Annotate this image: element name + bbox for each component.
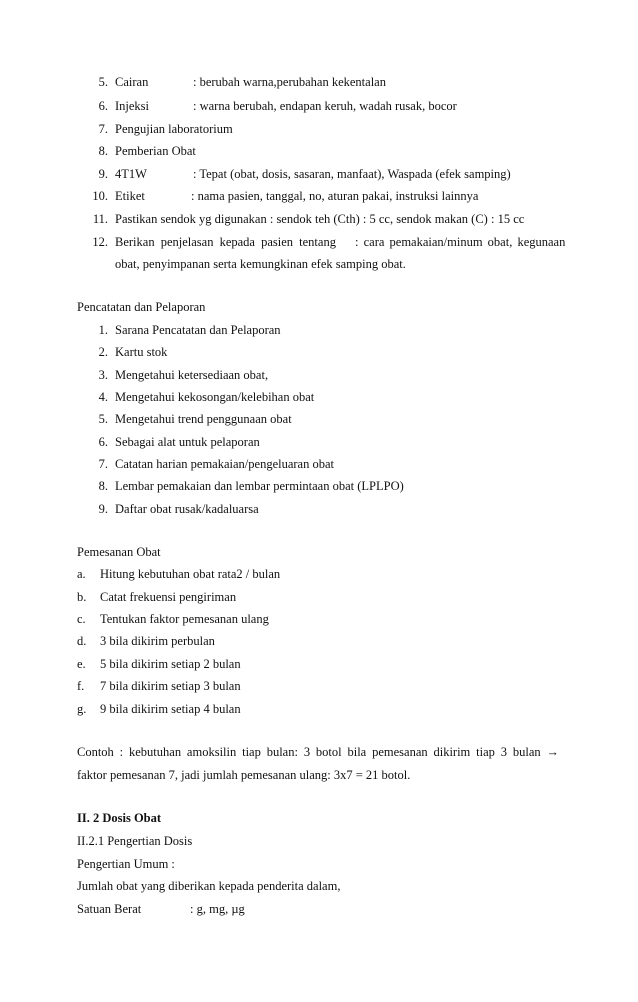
list-item-label: Berikan penjelasan kepada pasien tentang <box>115 235 336 249</box>
list-item-label: 4T1W <box>115 167 147 181</box>
list-number: 8. <box>98 479 108 493</box>
list-item-label: Cairan <box>115 75 149 89</box>
list-item-label: Injeksi <box>115 99 150 113</box>
list-letter: d. <box>77 634 87 648</box>
list-letter: e. <box>77 657 86 671</box>
list-number: 7. <box>98 122 108 136</box>
list-number: 9. <box>98 502 108 516</box>
section-title: Pencatatan dan Pelaporan <box>77 300 206 314</box>
satuan-value: : g, mg, µg <box>190 902 245 916</box>
example-text: faktor pemesanan 7, jadi jumlah pemesanan ulang: 3x7 = 21 botol. <box>77 768 411 782</box>
list-item: 9 bila dikirim setiap 4 bulan <box>100 702 241 716</box>
list-item-label: Pastikan sendok yg digunakan : sendok teh (Cth) : 5 cc, sendok makan (C) : 15 cc <box>115 212 525 226</box>
list-item-desc: : warna berubah, endapan keruh, wadah rusak, bocor <box>193 99 457 113</box>
list-letter: f. <box>77 679 85 693</box>
list-item: 5 bila dikirim setiap 2 bulan <box>100 657 241 671</box>
list-item: Tentukan faktor pemesanan ulang <box>100 612 269 626</box>
list-item: Hitung kebutuhan obat rata2 / bulan <box>100 567 281 581</box>
list-number: 5. <box>98 75 108 89</box>
list-number: 11. <box>92 212 108 226</box>
list-number: 6. <box>98 435 108 449</box>
list-number: 9. <box>98 167 108 181</box>
list-number: 1. <box>98 323 108 337</box>
list-number: 6. <box>98 99 108 113</box>
list-item-desc: : cara pemakaian/minum obat, kegunaan <box>355 235 566 249</box>
list-item: Daftar obat rusak/kadaluarsa <box>115 502 259 516</box>
list-letter: g. <box>77 702 87 716</box>
list-number: 7. <box>98 457 108 471</box>
list-item: Sebagai alat untuk pelaporan <box>115 435 260 449</box>
paragraph-line: Jumlah obat yang diberikan kepada penderita dalam, <box>77 879 341 893</box>
list-item-desc: : nama pasien, tanggal, no, aturan pakai, instruksi lainnya <box>191 189 479 203</box>
list-number: 2. <box>98 345 108 359</box>
list-item: Mengetahui ketersediaan obat, <box>115 368 269 382</box>
list-letter: c. <box>77 612 86 626</box>
list-item-label: Etiket <box>115 189 145 203</box>
list-item-desc: : berubah warna,perubahan kekentalan <box>193 75 386 89</box>
list-item: Mengetahui kekosongan/kelebihan obat <box>115 390 315 404</box>
list-item-label: Pemberian Obat <box>115 144 196 158</box>
list-item-continuation: obat, penyimpanan serta kemungkinan efek samping obat. <box>115 257 406 271</box>
list-item: Lembar pemakaian dan lembar permintaan obat (LPLPO) <box>115 479 404 493</box>
paragraph-line: Pengertian Umum : <box>77 857 175 871</box>
list-number: 4. <box>98 390 108 404</box>
list-number: 10. <box>92 189 108 203</box>
list-item: Catat frekuensi pengiriman <box>100 590 237 604</box>
list-number: 3. <box>98 368 108 382</box>
list-item: 7 bila dikirim setiap 3 bulan <box>100 679 241 693</box>
satuan-label: Satuan Berat <box>77 902 142 916</box>
section-heading: II. 2 Dosis Obat <box>77 811 162 825</box>
list-item: Sarana Pencatatan dan Pelaporan <box>115 323 281 337</box>
list-item: 3 bila dikirim perbulan <box>100 634 215 648</box>
list-item-label: Pengujian laboratorium <box>115 122 233 136</box>
list-item-desc: : Tepat (obat, dosis, sasaran, manfaat), Waspada (efek samping) <box>193 167 511 181</box>
list-number: 5. <box>98 412 108 426</box>
subsection-heading: II.2.1 Pengertian Dosis <box>77 834 193 848</box>
example-text: Contoh : kebutuhan amoksilin tiap bulan: 3 botol bila pemesanan dikirim tiap 3 bulan → <box>77 745 559 759</box>
section-title: Pemesanan Obat <box>77 545 161 559</box>
list-letter: a. <box>77 567 86 581</box>
list-letter: b. <box>77 590 87 604</box>
list-number: 12. <box>92 235 108 249</box>
list-number: 8. <box>98 144 108 158</box>
list-item: Kartu stok <box>115 345 168 359</box>
list-item: Mengetahui trend penggunaan obat <box>115 412 292 426</box>
list-item: Catatan harian pemakaian/pengeluaran obat <box>115 457 334 471</box>
